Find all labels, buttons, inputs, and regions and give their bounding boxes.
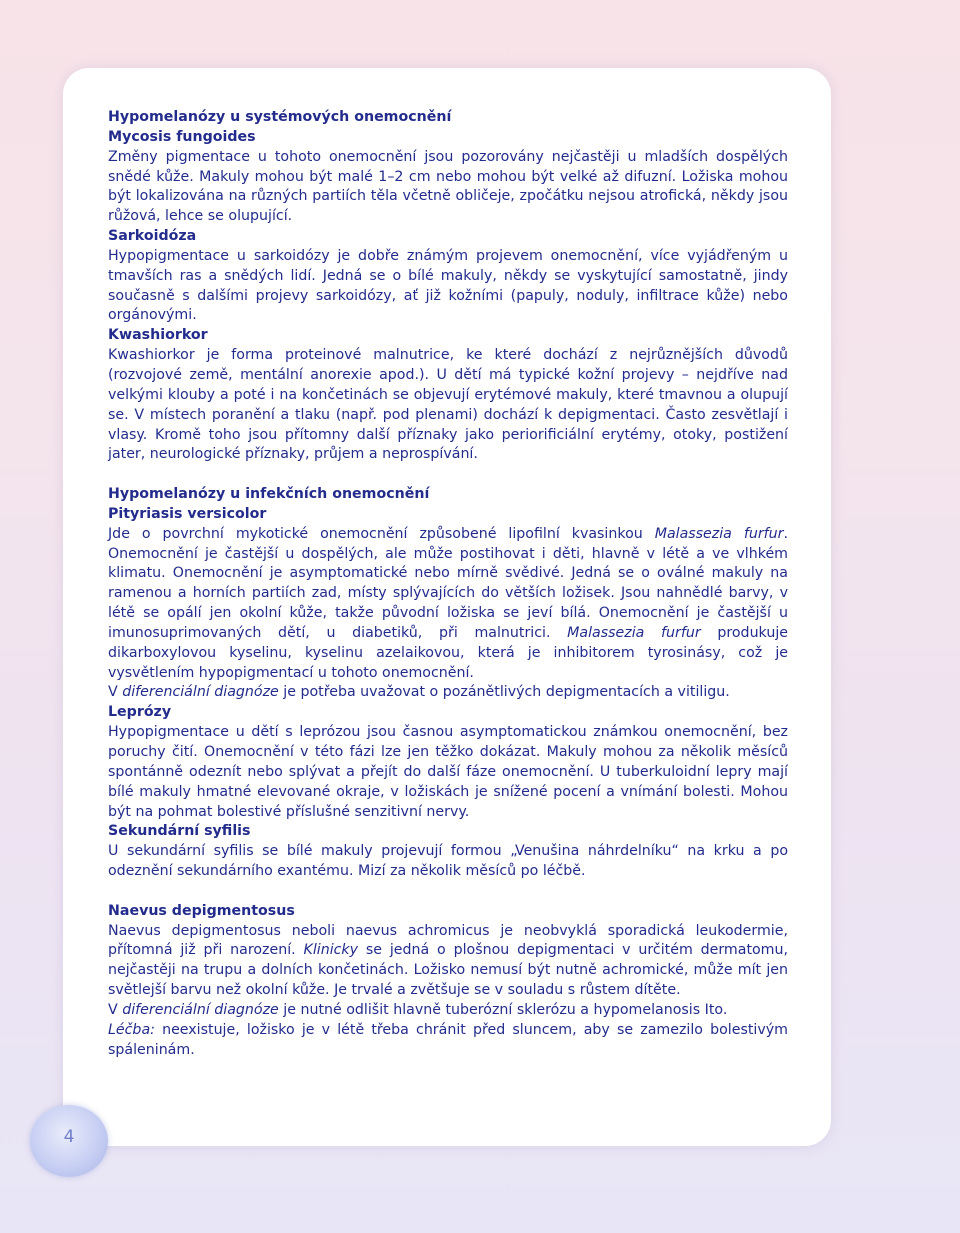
text-run: Jde o povrchní mykotické onemocnění způsobené lipofilní kvasinkou bbox=[108, 525, 655, 542]
paragraph-mycosis-fungoides: Změny pigmentace u tohoto onemocnění jsou pozorovány nejčastěji u mladších dospělých snědé kůže. Makuly mohou být malé 1–2 cm nebo mohou být velké až difuzní. Ložiska mohou být lokalizována na různých partiích těla včetně obličeje, zpočátku nejsou atrofická, někdy jsou růžová, lehce se olupující. bbox=[108, 148, 788, 225]
text-run: neexistuje, ložisko je v létě třeba chránit před sluncem, aby se zamezilo bolestivým spáleninám. bbox=[108, 1021, 788, 1058]
text-run: V bbox=[108, 1001, 123, 1018]
paragraph-pityriasis-differential bbox=[108, 683, 788, 703]
subheading-sarkoidoza: Sarkoidóza bbox=[108, 228, 197, 245]
text-run: Naevus depigmentosus neboli naevus achromicus je neobvyklá sporadická leukodermie, přítomná již při narození. bbox=[108, 922, 788, 959]
paragraph-naevus-differential bbox=[108, 1001, 788, 1021]
text-run: V bbox=[108, 684, 123, 701]
paragraph-leprozy: Hypopigmentace u dětí s leprózou jsou časnou asymptomatickou známkou onemocnění, bez poruchy čití. Onemocnění v této fázi lze jen těžko dokázat. Makuly mohou za několik měsíců spontánně odeznít nebo splývat a přejít do další fáze onemocnění. U tuberkuloidní lepry mají bílé makuly hmatné elevované okraje, v ložiskách je snížené pocení a vnímání bolesti. Mohou být na pohmat bolestivé příslušné senzitivní nervy. bbox=[108, 724, 788, 820]
italic-term: Klinicky bbox=[303, 942, 359, 959]
paragraph-naevus-treatment bbox=[108, 1021, 788, 1061]
text-run: je nutné odlišit hlavně tuberózní sklerózu a hypomelanosis Ito. bbox=[278, 1001, 728, 1018]
italic-term: Malassezia furfur bbox=[654, 525, 784, 542]
page-number: 4 bbox=[63, 1127, 75, 1147]
text-run: je potřeba uvažovat o pozánětlivých depigmentacích a vitiligu. bbox=[278, 684, 730, 701]
italic-term: Léčba: bbox=[108, 1021, 155, 1038]
text-run: se jedná o plošnou depigmentaci v určitém dermatomu, nejčastěji na trupu a dolních končetinách. Ložisko nemusí být nutně achromické, může mít jen světlejší barvu než okolní kůže. Je trvalé a zvětšuje se v souladu s růstem dítěte. bbox=[108, 942, 789, 999]
paragraph-naevus bbox=[108, 922, 788, 1001]
italic-term: Malassezia furfur bbox=[567, 624, 701, 641]
section-heading-infectious: Hypomelanózy u infekčních onemocnění bbox=[108, 486, 430, 503]
section-heading-systemic: Hypomelanózy u systémových onemocnění bbox=[108, 109, 452, 125]
section-spacer bbox=[108, 465, 788, 485]
section-spacer bbox=[108, 882, 788, 902]
article-content bbox=[108, 108, 788, 1061]
paragraph-sarkoidoza: Hypopigmentace u sarkoidózy je dobře známým projevem onemocnění, více vyjádřeným u tmavších ras a snědých lidí. Jedná se o bílé makuly, někdy se vyskytující samostatně, jindy současně s dalšími projevy sarkoidózy, ať již kožními (papuly, noduly, infiltrace kůže) nebo orgánovými. bbox=[108, 247, 788, 324]
section-heading-naevus: Naevus depigmentosus bbox=[108, 902, 295, 919]
paragraph-kwashiorkor: Kwashiorkor je forma proteinové malnutrice, ke které dochází z nejrůznějších důvodů (rozvojové země, mentální anorexie apod.). U dětí má typické kožní projevy – nejdříve nad velkými klouby a poté i na končetinách se objevují erytémové makuly, které tmavnou a olupují se. V místech poranění a tlaku (např. pod plenami) dochází k depigmentaci. Často zesvětlají i vlasy. Kromě toho jsou přítomny další příznaky jako periorificiální erytémy, otoky, postižení jater, neurologické příznaky, průjem a neprospívání. bbox=[108, 347, 788, 463]
italic-term: diferenciální diagnóze bbox=[122, 684, 279, 701]
text-run: produkuje dikarboxylovou kyselinu, kyselinu azelaikovou, která je inhibitorem tyrosinásy, což je vysvětlením hypopigmentací u tohoto onemocnění. bbox=[108, 624, 788, 681]
page-number-badge bbox=[30, 1105, 108, 1177]
subheading-mycosis-fungoides: Mycosis fungoides bbox=[108, 128, 256, 145]
subheading-kwashiorkor: Kwashiorkor bbox=[108, 327, 208, 344]
subheading-sekundarni-syfilis: Sekundární syfilis bbox=[108, 823, 251, 840]
paragraph-pityriasis-versicolor bbox=[108, 525, 788, 684]
subheading-pityriasis-versicolor: Pityriasis versicolor bbox=[108, 505, 267, 522]
italic-term: diferenciální diagnóze bbox=[122, 1001, 279, 1018]
text-run: . Onemocnění je častější u dospělých, ale může postihovat i děti, hlavně v létě a ve vlhkém klimatu. Onemocnění je asymptomatické nebo mírně svědivé. Jedná se o oválné makuly na ramenou a horních partiích zad, místy splývajících do větších ložisek. Jsou nahnědlé barvy, v létě se opálí jen okolní kůže, takže původní ložiska se jeví bílá. Onemocnění je častější u imunosuprimovaných dětí, u diabetiků, při malnutrici. bbox=[108, 525, 788, 641]
subheading-leprozy: Leprózy bbox=[108, 704, 172, 721]
paragraph-sekundarni-syfilis: U sekundární syfilis se bílé makuly projevují formou „Venušina náhrdelníku“ na krku a po odeznění sekundárního exantému. Mizí za několik měsíců po léčbě. bbox=[108, 843, 788, 880]
